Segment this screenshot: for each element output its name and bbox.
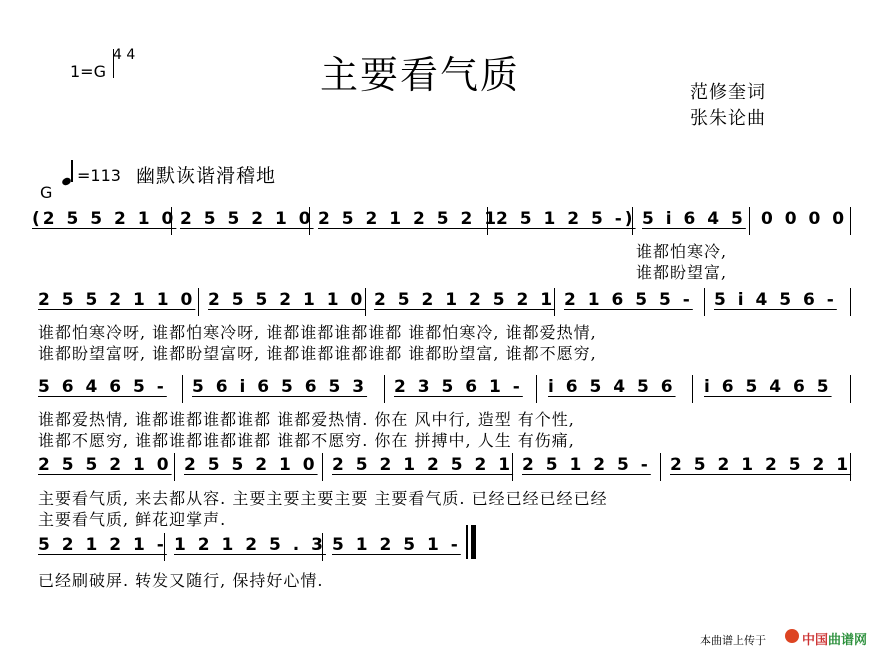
lyric-line: 谁都爱热情, 谁都谁都谁都谁都 谁都爱热情. 你在 风中行, 造型 有个性, <box>38 410 575 429</box>
score-row <box>28 375 856 401</box>
final-barline <box>466 525 468 559</box>
time-bottom: 4 <box>126 47 136 63</box>
expression-mark: 幽默诙谐滑稽地 <box>136 165 277 187</box>
upload-note: 本曲谱上传于 <box>700 634 766 647</box>
lyric-line: 谁都怕寒冷, <box>636 242 728 261</box>
tempo-mark: =113 <box>77 166 121 185</box>
lyric-line: 已经刷破屏. 转发又随行, 保持好心情. <box>38 571 324 590</box>
measure: 2 3 5 6 1 - <box>394 377 523 397</box>
site-logo-icon <box>785 629 799 643</box>
score-row <box>28 288 856 314</box>
score-row <box>28 533 478 559</box>
site-name-a: 中国 <box>802 633 829 648</box>
measure: i 6 5 4 5 6 <box>548 377 676 397</box>
song-title: 主要看气质 <box>320 53 521 97</box>
measure: 5 6 i 6 5 6 5 3 <box>192 377 368 397</box>
time-top: 4 <box>113 47 122 63</box>
measure: 2 5 5 2 1 1 0 <box>208 290 366 310</box>
measure: 5 i 6 4 5 <box>642 209 746 229</box>
composer-credit: 张朱论曲 <box>690 108 766 129</box>
measure: 5 i 4 5 6 - <box>714 290 837 310</box>
score-row <box>28 207 856 233</box>
measure: 1 2 1 2 5 . 3 <box>174 535 326 555</box>
lyric-line: 谁都盼望富, <box>636 263 728 282</box>
measure: 2 5 5 2 1 1 0 <box>38 290 196 310</box>
measure: 2 5 5 2 1 0 <box>38 455 172 475</box>
measure: 2 5 5 2 1 0 <box>184 455 318 475</box>
quarter-note-stem <box>71 160 73 182</box>
measure: 2 5 1 2 5 -) <box>496 209 636 229</box>
measure: 2 5 2 1 2 5 2 1 <box>670 455 852 475</box>
measure: 0 0 0 0 <box>761 209 848 229</box>
lyric-line: 谁都不愿穷, 谁都谁都谁都谁都 谁都不愿穷. 你在 拼搏中, 人生 有伤痛, <box>38 431 575 450</box>
measure: (2 5 5 2 1 0 <box>32 209 177 229</box>
measure: 5 2 1 2 1 - <box>38 535 167 555</box>
measure: 2 5 1 2 5 - <box>522 455 651 475</box>
lyric-line: 主要看气质, 来去都从容. 主要主要主要主要 主要看气质. 已经已经已经已经 <box>38 489 608 508</box>
measure: 5 1 2 5 1 - <box>332 535 461 555</box>
final-barline-thick <box>471 525 476 559</box>
chord-symbol: G <box>40 183 53 202</box>
measure: 2 5 2 1 2 5 2 1 <box>374 290 556 310</box>
measure: 2 5 2 1 2 5 2 1 <box>332 455 514 475</box>
lyric-line: 主要看气质, 鲜花迎掌声. <box>38 510 227 529</box>
measure: 5 6 4 6 5 - <box>38 377 167 397</box>
key-signature: 1=G <box>70 62 106 81</box>
time-signature <box>113 47 136 63</box>
lyricist-credit: 范修奎词 <box>690 82 766 103</box>
lyric-line: 谁都盼望富呀, 谁都盼望富呀, 谁都谁都谁都谁都 谁都盼望富, 谁都不愿穷, <box>38 344 597 363</box>
site-name-b: 曲谱网 <box>828 633 868 648</box>
measure: 2 5 5 2 1 0 <box>180 209 314 229</box>
site-logo[interactable] <box>802 629 867 648</box>
measure: 2 5 2 1 2 5 2 1 <box>318 209 500 229</box>
score-row <box>28 453 856 479</box>
measure: 2 1 6 5 5 - <box>564 290 693 310</box>
measure: i 6 5 4 6 5 <box>704 377 832 397</box>
lyric-line: 谁都怕寒冷呀, 谁都怕寒冷呀, 谁都谁都谁都谁都 谁都怕寒冷, 谁都爱热情, <box>38 323 597 342</box>
